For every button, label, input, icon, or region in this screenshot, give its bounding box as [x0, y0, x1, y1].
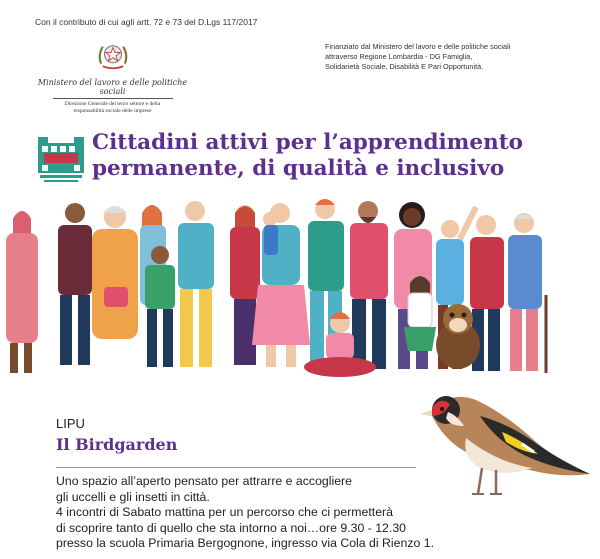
person-figure — [92, 206, 138, 371]
italian-republic-emblem-icon — [96, 38, 130, 74]
description-line: gli uccelli e gli insetti in città. — [56, 489, 210, 504]
description-line: Uno spazio all’aperto pensato per attrarre e accogliere — [56, 474, 352, 488]
person-figure — [178, 201, 214, 367]
funding-line3: Solidarietà Sociale, Disabilità E Pari Opportunità. — [325, 62, 484, 71]
page-title — [92, 130, 562, 182]
title-line2: permanente, di qualità e inclusivo — [92, 156, 505, 181]
ministry-divider — [53, 98, 173, 99]
diverse-people-group-illustration — [0, 195, 570, 385]
person-figure — [508, 213, 546, 373]
event-title: Il Birdgarden — [56, 435, 178, 454]
section-divider — [56, 467, 416, 468]
person-figure — [6, 211, 38, 373]
ministry-name: Ministero del lavoro e delle politiche sociali — [37, 78, 188, 96]
title-line1: Cittadini attivi per l’apprendimento — [92, 130, 524, 155]
person-figure — [252, 203, 310, 367]
organization-name: LIPU — [56, 416, 85, 431]
person-figure — [350, 201, 388, 369]
funding-line1: Finanziato dal Ministero del lavoro e delle politiche sociali — [325, 42, 511, 51]
contribution-note: Con il contributo di cui agli artt. 72 e 73 del D.Lgs 117/2017 — [35, 17, 258, 27]
ministry-direction-line2: responsabilità sociale delle imprese — [73, 107, 152, 114]
ministry-direction-line1: Direzione Generale del terzo settore e della — [64, 101, 161, 107]
funding-line2: attraverso Regione Lombardia - DG Famiglia, — [325, 52, 473, 61]
description-line: presso la scuola Primaria Bergognone, ingresso via Cola di Rienzo 1. — [56, 536, 434, 550]
goldfinch-bird-illustration — [410, 382, 595, 507]
person-figure — [58, 203, 92, 365]
funding-note — [325, 42, 595, 72]
association-logo-icon — [36, 133, 86, 185]
ministry-block — [30, 38, 195, 114]
description-line: di scoprire tanto di quello che sta intorno a noi…ore 9.30 - 12.30 — [56, 520, 406, 535]
description-line: 4 incontri di Sabato mattina per un percorso che ci permetterà — [56, 505, 393, 519]
